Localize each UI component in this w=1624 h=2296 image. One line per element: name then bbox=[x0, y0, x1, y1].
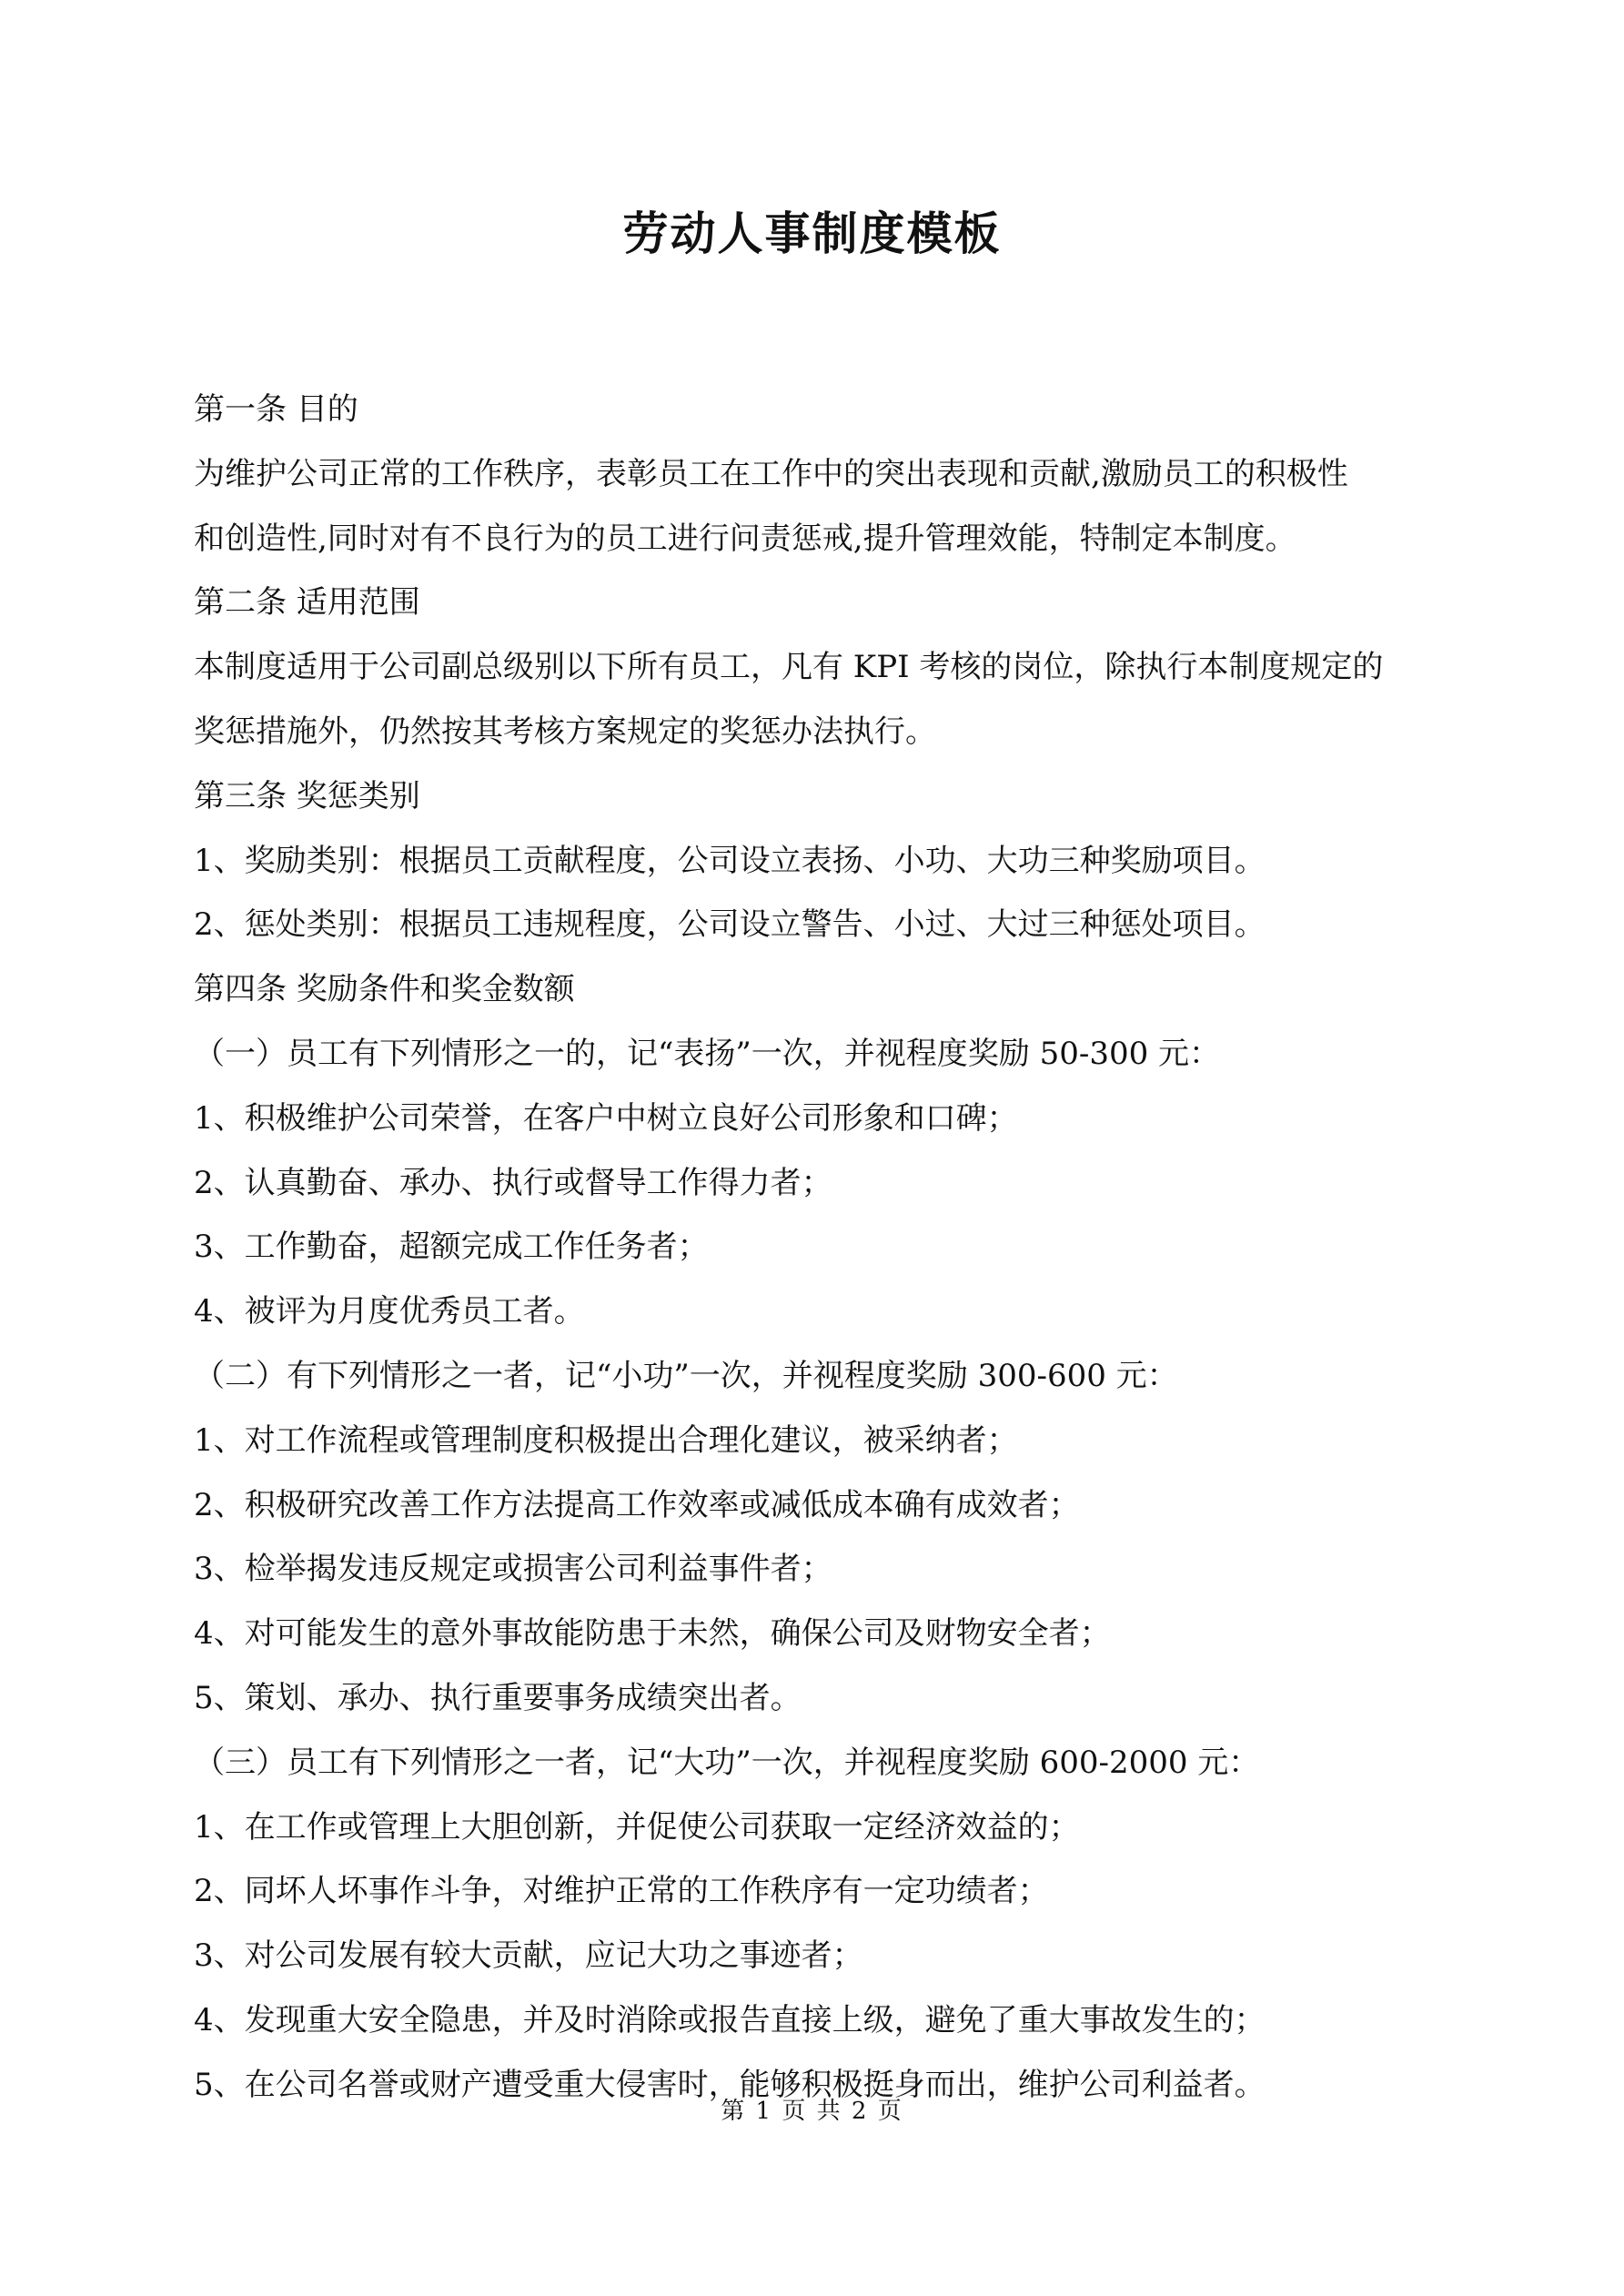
text-line: 4、发现重大安全隐患，并及时消除或报告直接上级，避免了重大事故发生的； bbox=[194, 2001, 1266, 2038]
text-line: 1、奖励类别：根据员工贡献程度，公司设立表扬、小功、大功三种奖励项目。 bbox=[194, 842, 1266, 879]
text-line: 4、对可能发生的意外事故能防患于未然，确保公司及财物安全者； bbox=[194, 1615, 1111, 1653]
text-line: 3、工作勤奋，超额完成工作任务者； bbox=[194, 1229, 709, 1266]
text-line: 第四条 奖励条件和奖金数额 bbox=[194, 971, 575, 1008]
text-line: 1、积极维护公司荣誉，在客户中树立良好公司形象和口碑； bbox=[194, 1099, 1018, 1137]
text-line: 2、惩处类别：根据员工违规程度，公司设立警告、小过、大过三种惩处项目。 bbox=[194, 906, 1266, 944]
text-line: 2、认真勤奋、承办、执行或督导工作得力者； bbox=[194, 1164, 832, 1201]
text-line: （一）员工有下列情形之一的，记“表扬”一次，并视程度奖励 50-300 元： bbox=[194, 1035, 1221, 1072]
text-line: 第二条 适用范围 bbox=[194, 584, 420, 622]
text-line: 1、在工作或管理上大胆创新，并促使公司获取一定经济效益的； bbox=[194, 1808, 1080, 1846]
document-body bbox=[194, 378, 1440, 2118]
text-line: 2、同坏人坏事作斗争，对维护正常的工作秩序有一定功绩者； bbox=[194, 1873, 1049, 1910]
text-line: 本制度适用于公司副总级别以下所有员工，凡有 KPI 考核的岗位，除执行本制度规定的 bbox=[194, 649, 1384, 686]
page-footer: 第 1 页 共 2 页 bbox=[721, 2098, 903, 2125]
text-line: 奖惩措施外，仍然按其考核方案规定的奖惩办法执行。 bbox=[194, 713, 936, 750]
text-line: （三）员工有下列情形之一者，记“大功”一次，并视程度奖励 600-2000 元： bbox=[194, 1744, 1260, 1781]
text-line: 5、策划、承办、执行重要事务成绩突出者。 bbox=[194, 1679, 802, 1716]
document-title: 劳动人事制度模板 bbox=[622, 207, 1002, 260]
text-line: 1、对工作流程或管理制度积极提出合理化建议，被采纳者； bbox=[194, 1421, 1018, 1459]
text-line: 第一条 目的 bbox=[194, 391, 358, 428]
text-line: 3、对公司发展有较大贡献，应记大功之事迹者； bbox=[194, 1937, 863, 1975]
text-line: 2、积极研究改善工作方法提高工作效率或减低成本确有成效者； bbox=[194, 1486, 1080, 1523]
text-line: 和创造性,同时对有不良行为的员工进行问责惩戒,提升管理效能，特制定本制度。 bbox=[194, 520, 1296, 557]
text-line: （二）有下列情形之一者，记“小功”一次，并视程度奖励 300-600 元： bbox=[194, 1357, 1178, 1394]
text-line: 4、被评为月度优秀员工者。 bbox=[194, 1293, 585, 1330]
text-line: 5、在公司名誉或财产遭受重大侵害时，能够积极挺身而出，维护公司利益者。 bbox=[194, 2066, 1266, 2103]
text-line: 3、检举揭发违反规定或损害公司利益事件者； bbox=[194, 1551, 832, 1588]
text-line: 为维护公司正常的工作秩序，表彰员工在工作中的突出表现和贡献,激励员工的积极性 bbox=[194, 455, 1348, 492]
text-line: 第三条 奖惩类别 bbox=[194, 777, 420, 814]
